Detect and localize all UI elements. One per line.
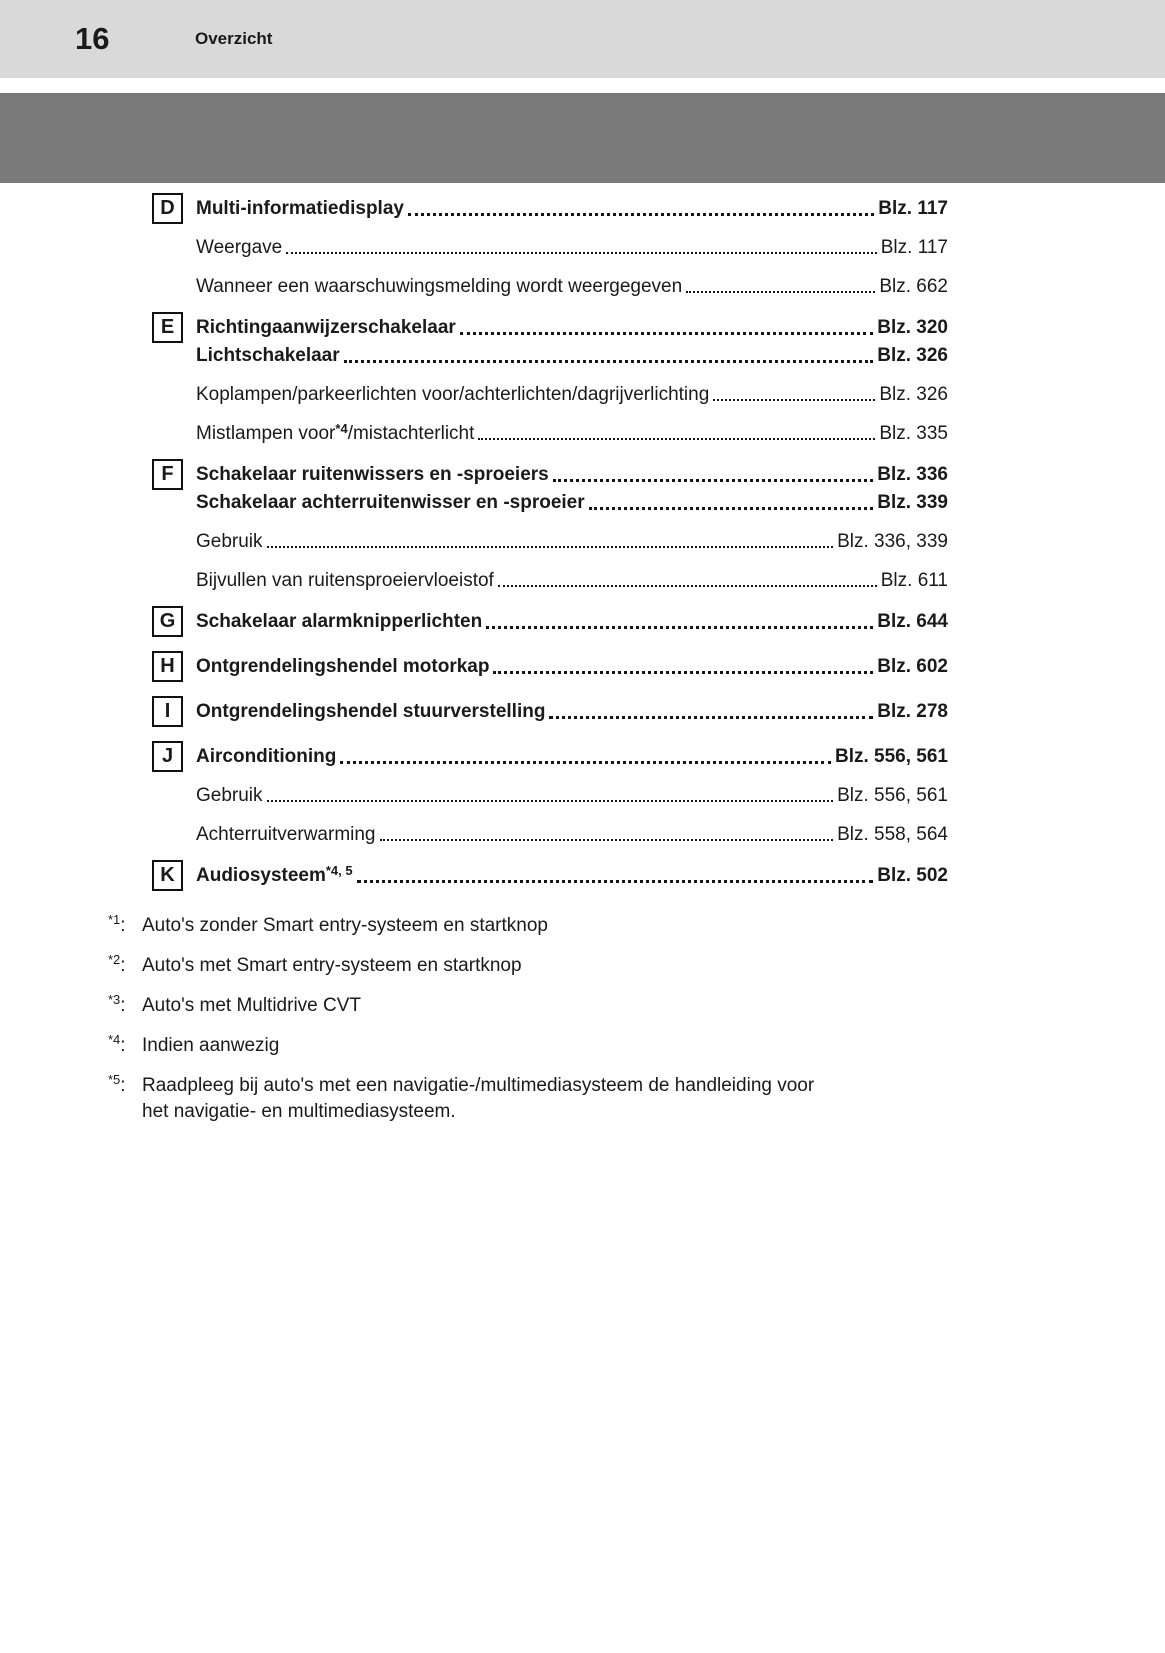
toc-entry-label: Airconditioning [196, 746, 337, 767]
footnotes [108, 913, 1165, 1125]
dot-leader [486, 626, 873, 629]
footnote-text: Indien aanwezig [142, 1035, 280, 1056]
toc-group [152, 700, 948, 727]
toc-page-reference: Blz. 278 [877, 701, 948, 722]
toc-page-reference: Blz. 556, 561 [837, 785, 948, 806]
toc-page-reference: Blz. 326 [879, 384, 948, 405]
toc-letter: J [161, 745, 174, 767]
footnote-reference-superscript: *4, 5 [325, 863, 353, 878]
toc-entry-label: Gebruik [196, 531, 263, 552]
toc-entry-label: Audiosysteem$^{*4, 5}$ [196, 863, 353, 886]
toc-letter: G [159, 610, 176, 632]
toc-letter-badge [152, 860, 183, 891]
footnote-text: Auto's met Multidrive CVT [142, 995, 362, 1016]
toc-page-reference: Blz. 336 [877, 464, 948, 485]
footnote-marker-superscript: *2 [108, 952, 121, 967]
toc-entry [196, 236, 948, 259]
toc-group [152, 316, 948, 445]
toc-entry [196, 700, 948, 723]
dot-leader [553, 479, 874, 482]
toc-letter-badge [152, 193, 183, 224]
dot-leader [408, 213, 874, 216]
toc-entry-label: Schakelaar achterruitenwisser en -sproeier [196, 492, 585, 513]
toc-entry [196, 422, 948, 445]
page-number: 16 [75, 21, 110, 56]
footnote-marker-superscript: *4 [108, 1032, 121, 1047]
toc-letter-badge [152, 651, 183, 682]
dot-leader [498, 585, 877, 587]
toc-entry [196, 864, 948, 887]
footnote-text: Auto's zonder Smart entry-systeem en startknop [142, 915, 548, 936]
footnote [108, 953, 1165, 979]
toc-page-reference: Blz. 556, 561 [834, 746, 948, 767]
toc-entry-label: Weergave [196, 237, 283, 258]
footnote-marker-superscript: *1 [108, 912, 121, 927]
dot-leader [478, 438, 875, 440]
toc-page-reference: Blz. 558, 564 [837, 824, 948, 845]
toc-page-reference: Blz. 326 [877, 345, 948, 366]
toc-entry [196, 316, 948, 339]
toc-entry [196, 569, 948, 592]
toc-group [152, 745, 948, 846]
toc-page-reference: Blz. 117 [880, 237, 948, 258]
dot-leader [493, 671, 873, 674]
footnote-marker: $^{*2}$: [108, 952, 126, 976]
toc-page-reference: Blz. 602 [877, 656, 948, 677]
toc-letter: D [160, 197, 175, 219]
toc-letter: H [160, 655, 175, 677]
dot-leader [267, 546, 834, 548]
toc-entry-list [196, 197, 948, 298]
toc-entry-label: Bijvullen van ruitensproeiervloeistof [196, 570, 494, 591]
toc-entry-list [196, 700, 948, 723]
dot-leader [686, 291, 875, 293]
toc-letter-badge [152, 741, 183, 772]
footnote-marker: $^{*1}$: [108, 912, 126, 936]
toc-entry [196, 745, 948, 768]
footnote-marker: $^{*3}$: [108, 992, 126, 1016]
footnote [108, 1033, 1165, 1059]
toc-group [152, 655, 948, 682]
toc-letter-badge [152, 606, 183, 637]
toc-entry-label: Gebruik [196, 785, 263, 806]
toc-entry [196, 610, 948, 633]
toc-entry-list [196, 610, 948, 633]
toc-group [152, 864, 948, 891]
toc-entry-label: Koplampen/parkeerlichten voor/achterlichten/dagrijverlichting [196, 384, 710, 405]
dot-leader [460, 332, 873, 335]
toc-entry-label: Mistlampen voor$^{*4}$/mistachterlicht [196, 421, 475, 444]
dot-leader [267, 800, 834, 802]
dot-leader [713, 399, 875, 401]
footnote [108, 913, 1165, 939]
toc-entry-list [196, 745, 948, 846]
footnote-marker-superscript: *5 [108, 1072, 121, 1087]
footnote [108, 1073, 1165, 1125]
footnote-marker: $^{*4}$: [108, 1032, 126, 1056]
toc-entry-label: Schakelaar alarmknipperlichten [196, 611, 483, 632]
toc-page-reference: Blz. 502 [877, 865, 948, 886]
footnote-marker-superscript: *3 [108, 992, 121, 1007]
toc-page-reference: Blz. 117 [878, 198, 948, 219]
toc-entry [196, 784, 948, 807]
toc-page-reference: Blz. 339 [877, 492, 948, 513]
page-header [0, 0, 1165, 78]
toc-entry-label: Multi-informatiedisplay [196, 198, 404, 219]
dot-leader [286, 252, 876, 254]
dot-leader [344, 360, 874, 363]
toc-entry-label: Wanneer een waarschuwingsmelding wordt weergegeven [196, 276, 683, 297]
footnote [108, 993, 1165, 1019]
section-title: Overzicht [195, 29, 273, 48]
dot-leader [589, 507, 874, 510]
toc-entry-label: Achterruitverwarming [196, 824, 376, 845]
toc-entry [196, 463, 948, 486]
toc-letter: F [161, 463, 174, 485]
footnote-text: Auto's met Smart entry-systeem en startknop [142, 955, 522, 976]
toc-entry-label: Schakelaar ruitenwissers en -sproeiers [196, 464, 549, 485]
toc-page-reference: Blz. 320 [877, 317, 948, 338]
toc-entry-label: Ontgrendelingshendel stuurverstelling [196, 701, 546, 722]
footnote-marker: $^{*5}$: [108, 1072, 126, 1096]
toc-entry-label: Lichtschakelaar [196, 345, 340, 366]
toc-entry [196, 197, 948, 220]
toc-letter: E [160, 316, 175, 338]
toc-entry-list [196, 463, 948, 592]
toc-letter: I [164, 700, 171, 722]
toc-letter-badge [152, 696, 183, 727]
toc-page-reference: Blz. 335 [879, 423, 948, 444]
toc-entry-label: Richtingaanwijzerschakelaar [196, 317, 456, 338]
toc-page-reference: Blz. 611 [880, 570, 948, 591]
toc-page-reference: Blz. 644 [877, 611, 948, 632]
toc-entry [196, 655, 948, 678]
footnote-text: Raadpleeg bij auto's met een navigatie-/multimediasysteem de handleiding voor het navigatie- en multimediasysteem. [142, 1075, 815, 1122]
toc-entry-list [196, 655, 948, 678]
footnote-reference-superscript: *4 [335, 421, 348, 436]
toc-entry [196, 530, 948, 553]
toc-entry [196, 383, 948, 406]
toc-letter-badge [152, 459, 183, 490]
dot-leader [340, 761, 831, 764]
toc-group [152, 197, 948, 298]
toc-entry [196, 275, 948, 298]
dot-leader [380, 839, 834, 841]
toc-entry [196, 823, 948, 846]
toc-group [152, 610, 948, 637]
toc-entry-list [196, 316, 948, 445]
dot-leader [357, 880, 874, 883]
table-of-contents [152, 197, 948, 891]
toc-page-reference: Blz. 336, 339 [837, 531, 948, 552]
toc-entry [196, 344, 948, 367]
toc-page-reference: Blz. 662 [879, 276, 948, 297]
toc-entry-label: Ontgrendelingshendel motorkap [196, 656, 490, 677]
toc-group [152, 463, 948, 592]
dot-leader [549, 716, 873, 719]
toc-letter: K [160, 864, 175, 886]
toc-entry [196, 491, 948, 514]
toc-letter-badge [152, 312, 183, 343]
hero-image-band [0, 93, 1165, 183]
toc-entry-list [196, 864, 948, 887]
